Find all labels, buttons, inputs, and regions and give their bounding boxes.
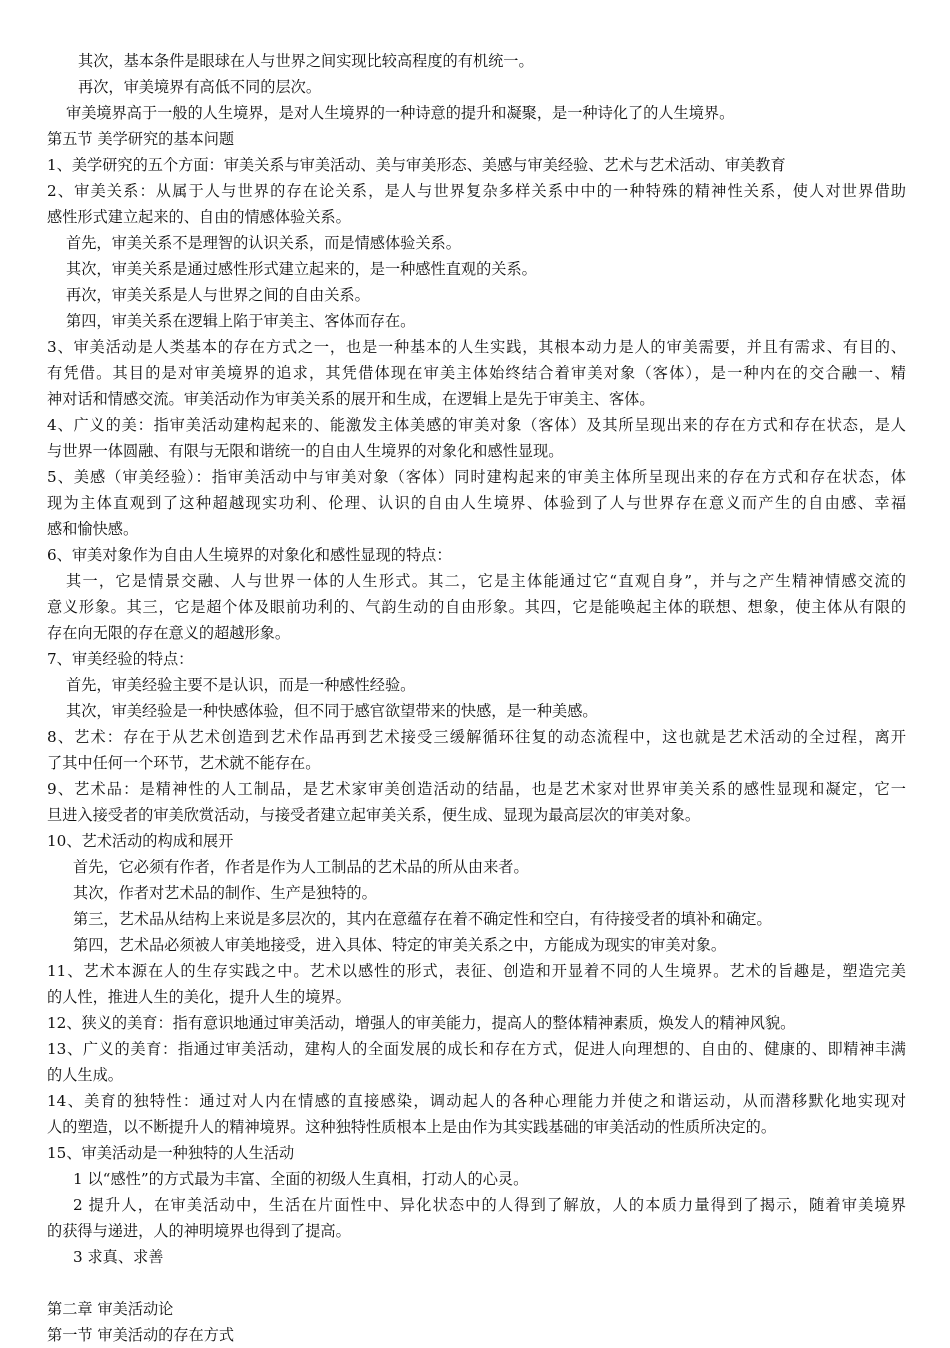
chapter-heading: 第二章 审美活动论	[47, 1300, 174, 1318]
text-line: 1 以“感性”的方式最为丰富、全面的初级人生真相，打动人的心灵。	[73, 1170, 529, 1188]
text-line: 其一，它是情景交融、人与世界一体的人生形式。其二，它是主体能通过它“直观自身”，并与之产生精神情感交流的	[66, 572, 906, 590]
text-line: 6、审美对象作为自由人生境界的对象化和感性显现的特点：	[47, 546, 452, 564]
text-line: 审美境界高于一般的人生境界，是对人生境界的一种诗意的提升和凝聚，是一种诗化了的人生境界。	[66, 104, 735, 122]
section-heading: 第一节 审美活动的存在方式	[47, 1326, 235, 1344]
text-line: 4、广义的美：指审美活动建构起来的、能激发主体美感的审美对象（客体）及其所呈现出来的存在方式和存在状态，是人	[47, 416, 906, 434]
text-line: 人的塑造，以不断提升人的精神境界。这种独特性质根本上是由作为其实践基础的审美活动的性质所决定的。	[47, 1118, 776, 1136]
text-line: 14、美育的独特性：通过对人内在情感的直接感染，调动起人的各种心理能力并使之和谐运动，从而潜移默化地实现对	[47, 1092, 906, 1110]
text-line: 首先，审美经验主要不是认识，而是一种感性经验。	[66, 676, 416, 694]
text-line: 2、审美关系：从属于人与世界的存在论关系，是人与世界复杂多样关系中中的一种特殊的精神性关系，使人对世界借助	[47, 182, 906, 200]
text-line: 2 提升人，在审美活动中，生活在片面性中、异化状态中的人得到了解放，人的本质力量得到了揭示，随着审美境界	[73, 1196, 906, 1214]
text-line: 感和愉快感。	[47, 520, 139, 538]
text-line: 5、美感（审美经验）：指审美活动中与审美对象（客体）同时建构起来的审美主体所呈现出来的存在方式和存在状态，体	[47, 468, 906, 486]
text-line: 存在向无限的存在意义的超越形象。	[47, 624, 290, 642]
text-line: 首先，它必须有作者，作者是作为人工制品的艺术品的所从由来者。	[73, 858, 529, 876]
text-line: 第三，艺术品从结构上来说是多层次的，其内在意蕴存在着不确定性和空白，有待接受者的填补和确定。	[73, 910, 772, 928]
text-line: 与世界一体圆融、有限与无限和谐统一的自由人生境界的对象化和感性显现。	[47, 442, 564, 460]
text-line: 13、广义的美育：指通过审美活动，建构人的全面发展的成长和存在方式，促进人向理想的、自由的、健康的、即精神丰满	[47, 1040, 906, 1058]
text-line: 旦进入接受者的审美欣赏活动，与接受者建立起审美关系，便生成、显现为最高层次的审美对象。	[47, 806, 701, 824]
text-line: 感性形式建立起来的、自由的情感体验关系。	[47, 208, 351, 226]
text-line: 的人性，推进人生的美化，提升人生的境界。	[47, 988, 351, 1006]
text-line: 再次，审美境界有高低不同的层次。	[78, 78, 321, 96]
text-line: 其次，基本条件是眼球在人与世界之间实现比较高程度的有机统一。	[78, 52, 534, 70]
blank-line	[47, 1270, 906, 1296]
text-line: 的人生成。	[47, 1066, 123, 1084]
text-line: 9、艺术品：是精神性的人工制品，是艺术家审美创造活动的结晶，也是艺术家对世界审美关系的感性显现和凝定，它一	[47, 780, 906, 798]
text-line: 3 求真、求善	[73, 1248, 164, 1266]
text-line: 8、艺术：存在于从艺术创造到艺术作品再到艺术接受三缓解循环往复的动态流程中，这也就是艺术活动的全过程，离开	[47, 728, 906, 746]
text-line: 7、审美经验的特点：	[47, 650, 194, 668]
text-line: 现为主体直观到了这种超越现实功利、伦理、认识的自由人生境界、体验到了人与世界存在意义而产生的自由感、幸福	[47, 494, 906, 512]
text-line: 的获得与递进，人的神明境界也得到了提高。	[47, 1222, 351, 1240]
text-line: 10、艺术活动的构成和展开	[47, 832, 234, 850]
text-line: 11、艺术本源在人的生存实践之中。艺术以感性的形式，表征、创造和开显着不同的人生境界。艺术的旨趣是，塑造完美	[47, 962, 906, 980]
text-line: 首先，审美关系不是理智的认识关系，而是情感体验关系。	[66, 234, 461, 252]
text-line: 有凭借。其目的是对审美境界的追求，其凭借体现在审美主体始终结合着审美对象（客体），是一种内在的交合融一、精	[47, 364, 906, 382]
text-line: 其次，审美经验是一种快感体验，但不同于感官欲望带来的快感，是一种美感。	[66, 702, 598, 720]
text-line: 其次，审美关系是通过感性形式建立起来的，是一种感性直观的关系。	[66, 260, 537, 278]
text-line: 意义形象。其三，它是超个体及眼前功利的、气韵生动的自由形象。其四，它是能唤起主体的联想、想象，使主体从有限的	[47, 598, 906, 616]
section-heading: 第五节 美学研究的基本问题	[47, 130, 235, 148]
text-line: 再次，审美关系是人与世界之间的自由关系。	[66, 286, 370, 304]
text-line: 1、美学研究的五个方面：审美关系与审美活动、美与审美形态、美感与审美经验、艺术与艺术活动、审美教育	[47, 156, 786, 174]
text-line: 了其中任何一个环节，艺术就不能存在。	[47, 754, 321, 772]
text-line: 第四，审美关系在逻辑上陷于审美主、客体而存在。	[66, 312, 416, 330]
text-line: 第四，艺术品必须被人审美地接受，进入具体、特定的审美关系之中，方能成为现实的审美对象。	[73, 936, 727, 954]
text-line: 3、审美活动是人类基本的存在方式之一，也是一种基本的人生实践，其根本动力是人的审美需要，并且有需求、有目的、	[47, 338, 906, 356]
text-line: 12、狭义的美育：指有意识地通过审美活动，增强人的审美能力，提高人的整体精神素质，焕发人的精神风貌。	[47, 1014, 796, 1032]
document-body	[47, 48, 906, 1348]
text-line: 15、审美活动是一种独特的人生活动	[47, 1144, 295, 1162]
text-line: 其次，作者对艺术品的制作、生产是独特的。	[73, 884, 377, 902]
text-line: 神对话和情感交流。审美活动作为审美关系的展开和生成，在逻辑上是先于审美主、客体。	[47, 390, 655, 408]
